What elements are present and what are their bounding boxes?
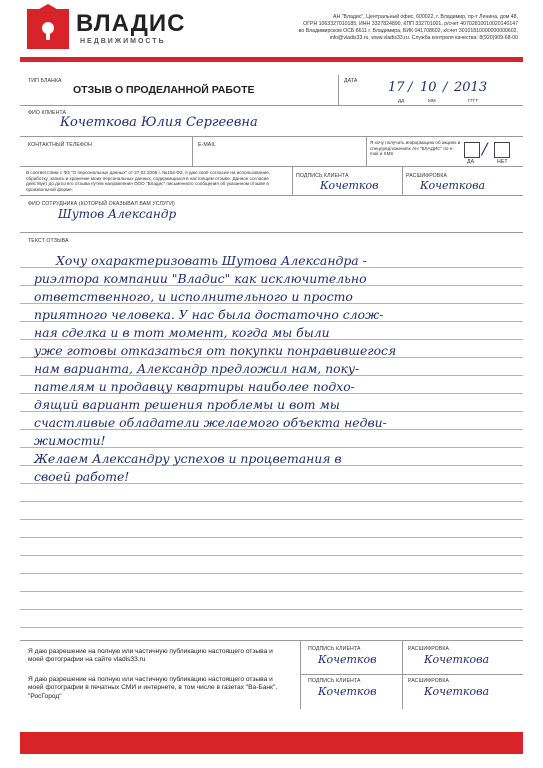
- address-line: АН "Владис", Центральный офис, 600022, г. Владимир, пр-т Ленина, дом 48,: [333, 14, 518, 20]
- client-label: ФИО КЛИЕНТА: [28, 110, 67, 116]
- yes-label: ДА: [467, 159, 475, 165]
- review-line: Желаем Александру успехов и процветания в: [34, 451, 342, 466]
- divider: [300, 641, 301, 709]
- client-signature-decode: Кочеткова: [420, 179, 486, 192]
- review-text: [34, 252, 516, 486]
- header-divider: [20, 57, 523, 62]
- type-label: ТИП БЛАНКА: [28, 78, 62, 84]
- ruled-line: [20, 555, 523, 556]
- employee-label: ФИО СОТРУДНИКА (КОТОРЫЙ ОКАЗЫВАЛ ВАМ УСЛУГИ): [28, 201, 175, 207]
- divider: [402, 167, 403, 195]
- review-line: жимости!: [34, 433, 106, 448]
- divider: [292, 167, 293, 195]
- date-day: 17: [388, 80, 405, 95]
- address-line: во Владимирском ОСБ 8611 г. Владимира, БИК 041708602, к/счет 30101810000000000602,: [298, 28, 518, 34]
- sign1-label: ПОДПИСЬ КЛИЕНТА: [308, 646, 361, 652]
- sign2-value: Кочетков: [318, 685, 377, 698]
- review-line: риэлтора компании "Владис" как исключительно: [34, 271, 367, 286]
- logo-keyhole-stem-icon: [46, 30, 50, 40]
- publish-online-text: Я даю разрешение на полную или частичную публикацию настоящего отзыва и моей фотографии на сайте vladis33.ru: [28, 648, 273, 664]
- yes-checkbox[interactable]: [464, 142, 480, 158]
- divider: [20, 640, 523, 641]
- divider: [20, 105, 523, 106]
- sign1-value: Кочетков: [318, 653, 377, 666]
- brand-subtitle: НЕДВИЖИМОСТЬ: [80, 38, 166, 45]
- divider: [20, 166, 523, 167]
- review-line: своей работе!: [34, 469, 130, 484]
- no-checkbox[interactable]: [494, 142, 510, 158]
- date-month: 10: [420, 80, 437, 95]
- email-label: E-MAIL: [198, 142, 216, 148]
- decode1-label: РАСШИФРОВКА: [408, 646, 450, 652]
- employee-name: Шутов Александр: [58, 207, 177, 221]
- personal-data-consent: В соответствии с ФЗ "О персональных данных" от 27.02.2006 г. №152-ФЗ, я даю своё согласие на использование, обработку, запись и хранение моих персональных данных, содержащихся в настоящем отзыве. Данное согласие действует до даты его отзыва путем направления ООО "Владис" письменного сообщения об указанном отзыве в произвольной форме.: [26, 170, 271, 192]
- ruled-line: [20, 591, 523, 592]
- ruled-line: [20, 627, 523, 628]
- review-line: Хочу охарактеризовать Шутова Александра -: [56, 253, 367, 268]
- promo-consent-text: Я хочу получать информацию об акциях и спецпредложениях АН "ВЛАДИС" по e-mail и SMS: [370, 140, 461, 157]
- divider: [20, 195, 523, 196]
- address-line: info@vladis33.ru, www.vladis33.ru. Служба контроля качества: 8(920)909-68-00: [329, 35, 518, 41]
- phone-label: КОНТАКТНЫЙ ТЕЛЕФОН: [28, 142, 92, 148]
- review-line: дящий вариант решения проблемы и вот мы: [34, 397, 340, 412]
- divider: [402, 641, 403, 709]
- checkbox-slash: /: [482, 139, 488, 158]
- divider: [192, 137, 193, 166]
- decode-label: РАСШИФРОВКА: [406, 173, 448, 179]
- review-line: приятного человека. У нас была достаточно слож-: [34, 307, 384, 322]
- review-line: пателям и продавцу квартиры наиболее подхо-: [34, 379, 355, 394]
- divider: [366, 137, 367, 166]
- date-year-caption: ГГГГ: [468, 98, 479, 103]
- divider: [20, 232, 523, 233]
- decode1-value: Кочеткова: [424, 653, 490, 666]
- company-details: [222, 14, 518, 42]
- review-text-label: ТЕКСТ ОТЗЫВА: [28, 238, 69, 244]
- review-line: счастливые обладатели желаемого объекта недви-: [34, 415, 387, 430]
- ruled-line: [20, 519, 523, 520]
- date-year: 2013: [454, 80, 488, 95]
- address-line: ОГРН 1063327010185, ИНН 3327824890, КПП 332701001, р/счет 40702810010020140147: [303, 21, 518, 27]
- review-line: ответственного, и исполнительного и просто: [34, 289, 353, 304]
- brand-name: ВЛАДИС: [76, 10, 186, 37]
- decode2-label: РАСШИФРОВКА: [408, 678, 450, 684]
- date-sep: /: [443, 80, 448, 95]
- date-sep: /: [408, 80, 413, 95]
- ruled-line: [20, 501, 523, 502]
- date-day-caption: ДД: [398, 98, 405, 103]
- sign2-label: ПОДПИСЬ КЛИЕНТА: [308, 678, 361, 684]
- divider: [338, 75, 339, 105]
- client-signature: Кочетков: [320, 179, 379, 192]
- footer-bar: [20, 732, 523, 754]
- review-line: ная сделка и в тот момент, когда мы были: [34, 325, 330, 340]
- decode2-value: Кочеткова: [424, 685, 490, 698]
- form-type-title: ОТЗЫВ О ПРОДЕЛАННОЙ РАБОТЕ: [73, 84, 255, 96]
- review-line: уже готовы отказаться от покупки понравившегося: [34, 343, 397, 358]
- publish-print-text: Я даю разрешение на полную или частичную публикацию настоящего отзыва и моей фотографии в печатных СМИ и интернете, в том числе в газетах "Ва-Банк", "РосГород": [28, 676, 278, 700]
- no-label: НЕТ: [497, 159, 508, 165]
- ruled-line: [20, 573, 523, 574]
- ruled-line: [20, 609, 523, 610]
- date-month-caption: ММ: [428, 98, 436, 103]
- review-line: нам варианта, Александр предложил нам, поку-: [34, 361, 360, 376]
- date-label: ДАТА: [344, 78, 358, 84]
- divider: [20, 136, 523, 137]
- client-signature-label: ПОДПИСЬ КЛИЕНТА: [296, 173, 349, 179]
- client-name: Кочеткова Юлия Сергеевна: [60, 115, 258, 130]
- ruled-line: [20, 537, 523, 538]
- divider: [300, 674, 523, 675]
